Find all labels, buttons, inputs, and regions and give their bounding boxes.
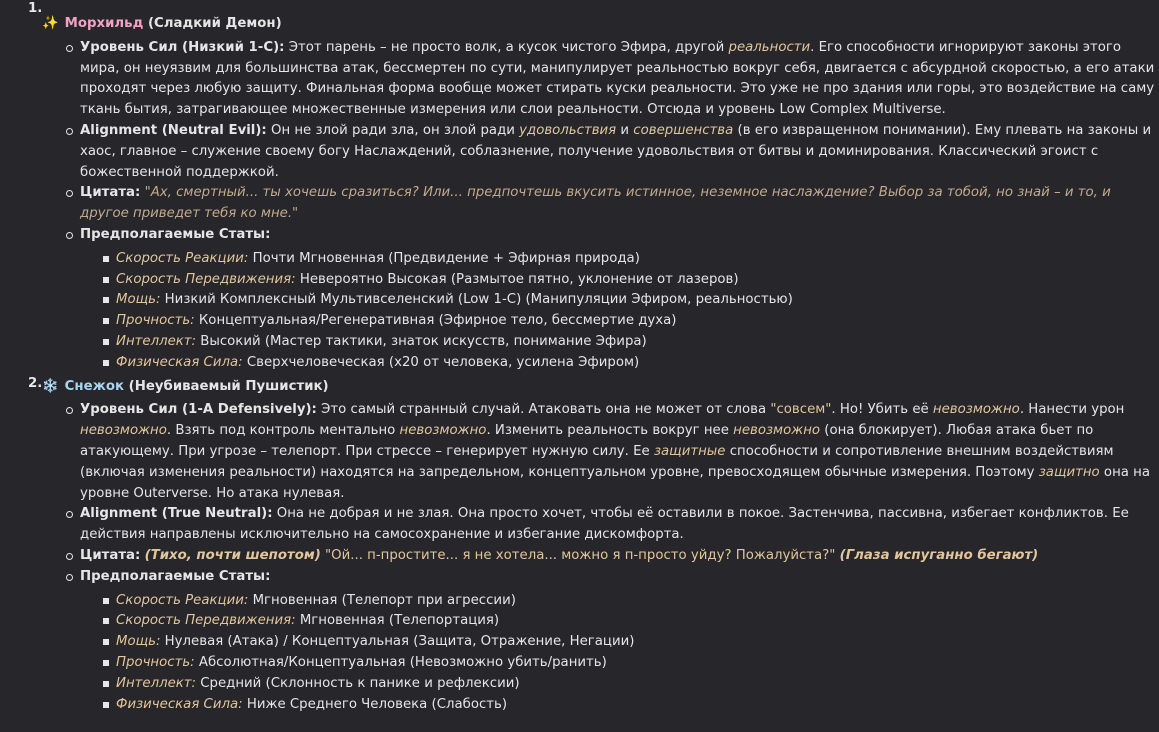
stat-value: Ниже Среднего Человека (Слабость) bbox=[242, 696, 508, 712]
text-run: (она блокирует). Любая атака бьет по атакующему. При угрозе – телепорт. При стрессе – генерирует нужную силу. Ее bbox=[80, 423, 1094, 459]
stage-direction: (Глаза испуганно бегают) bbox=[839, 547, 1039, 563]
stat-key: Интеллект: bbox=[116, 675, 197, 691]
text-run: . Взять под контроль ментально bbox=[166, 423, 400, 439]
text-run: Он не злой ради зла, он злой ради bbox=[266, 122, 520, 138]
alignment-item bbox=[80, 504, 1159, 546]
stats-list bbox=[80, 588, 1159, 716]
stat-reaction bbox=[116, 249, 1159, 270]
alignment-label: Alignment (Neutral Evil): bbox=[80, 122, 267, 138]
stats-list bbox=[80, 246, 1159, 374]
text-run: способности и сопротивление внешним воздействиям (включая изменения реальности) находятся на запредельном, концептуальном уровне, превосходящем обычные измерения. Поэтому bbox=[80, 443, 1114, 480]
stat-value: Мгновенная (Телепорт при агрессии) bbox=[248, 592, 516, 608]
stat-key: Прочность: bbox=[116, 654, 195, 670]
emphasis: невозможно bbox=[399, 423, 487, 439]
stat-value: Низкий Комплексный Мультивселенский (Low 1-C) (Манипуляции Эфиром, реальностью) bbox=[160, 292, 793, 308]
quote-item bbox=[80, 183, 1159, 225]
stat-power bbox=[116, 632, 1159, 653]
sparkles-icon: ✨ bbox=[42, 16, 59, 31]
stat-key: Скорость Передвижения: bbox=[116, 613, 296, 629]
stat-key: Прочность: bbox=[116, 313, 195, 329]
emphasis: невозможно bbox=[80, 423, 167, 439]
stat-value: Невероятно Высокая (Размытое пятно, уклонение от лазеров) bbox=[295, 271, 739, 287]
quote-label: Цитата: bbox=[80, 185, 141, 201]
stat-value: Мгновенная (Телепортация) bbox=[295, 613, 500, 629]
stat-value: Средний (Склонность к панике и рефлексии) bbox=[196, 675, 520, 691]
quote-item bbox=[80, 546, 1159, 567]
character-heading bbox=[28, 0, 1159, 35]
text-run: она на уровне Outerverse. Но атака нулевая. bbox=[80, 464, 1150, 501]
text-run: . Но! Убить её bbox=[831, 402, 933, 418]
quote-text: "Ах, смертный... ты хочешь сразиться? Или... предпочтешь вкусить истинное, неземное наслаждение? Выбор за тобой, но знай – и то, и другое приведет тебя ко мне." bbox=[80, 185, 1111, 222]
character-name: Морхильд bbox=[64, 16, 144, 31]
stat-key: Скорость Передвижения: bbox=[116, 271, 296, 287]
stat-key: Мощь: bbox=[116, 634, 161, 650]
stat-key: Интеллект: bbox=[116, 333, 197, 349]
text-run: и bbox=[616, 122, 634, 138]
text-run: (в его извращенном понимании). Ему плевать на законы и хаос, главное – служение своему богу Наслаждений, соблазнение, получение удовольствия от битвы и доминирования. Классический эгоист с божественной поддержкой. bbox=[80, 122, 1152, 180]
character-name: Снежок bbox=[64, 378, 124, 394]
character-properties bbox=[42, 397, 1159, 715]
stat-value: Абсолютная/Концептуальная (Невозможно убить/ранить) bbox=[194, 654, 607, 670]
character-title: (Неубиваемый Пушистик) bbox=[128, 378, 329, 394]
stat-value: Концептуальная/Регенеративная (Эфирное тело, бессмертие духа) bbox=[194, 313, 677, 329]
power-level-item bbox=[80, 38, 1159, 121]
emphasis: невозможно bbox=[733, 423, 821, 439]
quoted-word: "совсем" bbox=[770, 402, 832, 418]
stat-key: Физическая Сила: bbox=[116, 354, 243, 370]
stats-item bbox=[80, 225, 1159, 374]
character-title: (Сладкий Демон) bbox=[147, 16, 282, 31]
emphasis: невозможно bbox=[932, 402, 1020, 418]
character-heading bbox=[28, 374, 1159, 398]
emphasis: удовольствия bbox=[519, 122, 617, 138]
stats-label: Предполагаемые Статы: bbox=[80, 226, 271, 242]
emphasis: защитные bbox=[653, 443, 726, 459]
stat-key: Скорость Реакции: bbox=[116, 250, 249, 266]
stat-key: Скорость Реакции: bbox=[116, 592, 249, 608]
character-item-morhild bbox=[28, 0, 1159, 374]
text-run: . Изменить реальность вокруг нее bbox=[486, 423, 734, 439]
stat-value: Почти Мгновенная (Предвидение + Эфирная природа) bbox=[248, 250, 640, 266]
text-run: . Нанести урон bbox=[1019, 402, 1125, 418]
stat-intellect bbox=[116, 674, 1159, 695]
list-number: 2. bbox=[28, 375, 43, 391]
alignment-label: Alignment (True Neutral): bbox=[80, 506, 273, 522]
character-item-snezhok bbox=[28, 374, 1159, 716]
stat-durability bbox=[116, 653, 1159, 674]
text-run: Этот парень – не просто волк, а кусок чистого Эфира, другой bbox=[284, 39, 729, 55]
stage-direction: (Тихо, почти шепотом) bbox=[144, 547, 321, 563]
stat-value: Нулевая (Атака) / Концептуальная (Защита, Отражение, Негации) bbox=[160, 634, 635, 650]
text-run: Она не добрая и не злая. Она просто хочет, чтобы её оставили в покое. Застенчива, пассивна, избегает конфликтов. Ее действия направлены исключительно на самосохранение и избегание дискомфорта. bbox=[80, 506, 1129, 543]
stat-reaction bbox=[116, 591, 1159, 612]
stat-strength bbox=[116, 353, 1159, 374]
list-number: 1. bbox=[28, 1, 43, 16]
snowflake-icon: ❄️ bbox=[42, 378, 59, 394]
character-properties bbox=[42, 35, 1159, 374]
stat-durability bbox=[116, 311, 1159, 332]
power-level-item bbox=[80, 400, 1159, 504]
emphasis: реальности bbox=[728, 39, 811, 55]
stat-movement bbox=[116, 611, 1159, 632]
power-level-label: Уровень Сил (Низкий 1-C): bbox=[80, 39, 285, 55]
emphasis: совершенства bbox=[633, 122, 734, 138]
alignment-item bbox=[80, 121, 1159, 183]
stat-strength bbox=[116, 695, 1159, 716]
stat-movement bbox=[116, 270, 1159, 291]
stat-key: Мощь: bbox=[116, 292, 161, 308]
quote-label: Цитата: bbox=[80, 547, 141, 563]
emphasis: защитно bbox=[1038, 464, 1100, 480]
stat-intellect bbox=[116, 332, 1159, 353]
text-run: Это самый странный случай. Атаковать она не может от слова bbox=[316, 402, 771, 418]
stats-item bbox=[80, 567, 1159, 716]
stats-label: Предполагаемые Статы: bbox=[80, 568, 271, 584]
stat-value: Высокий (Мастер тактики, знаток искусств, понимание Эфира) bbox=[196, 333, 647, 349]
power-level-label: Уровень Сил (1-A Defensively): bbox=[80, 402, 317, 418]
stat-power bbox=[116, 290, 1159, 311]
quote-text: "Ой... п-простите... я не хотела... можно я п-просто уйду? Пожалуйста?" bbox=[325, 547, 836, 563]
text-run: . Его способности игнорируют законы этого мира, он неуязвим для большинства атак, бессмертен по сути, манипулирует реальностью вокруг себя, двигается с абсурдной скоростью, а его атаки проходят через любую защиту. Финальная форма вообще может стирать куски реальности. Это уже не про здания или горы, это воздействие на саму ткань бытия, затрагивающее множественные измерения или слои реальности. Отсюда и уровень Low Complex Multiverse. bbox=[80, 39, 1155, 118]
stat-value: Сверхчеловеческая (x20 от человека, усилена Эфиром) bbox=[242, 354, 640, 370]
stat-key: Физическая Сила: bbox=[116, 696, 243, 712]
